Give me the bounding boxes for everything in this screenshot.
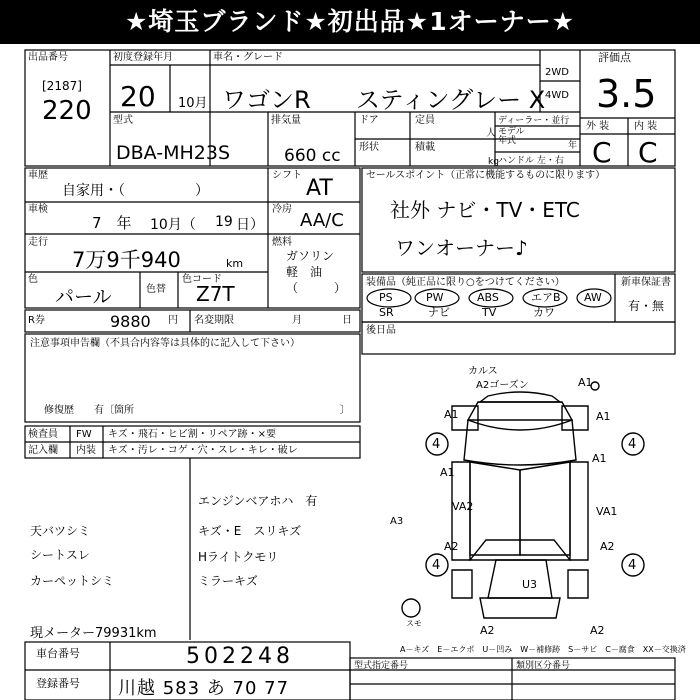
model-year-label: モデル 年式 [498,127,525,146]
diag-mark: カルス [468,366,498,377]
equip-tv: TV [482,306,497,319]
usage-label: 車歴 [28,170,48,181]
warranty-value: 有・無 [628,299,665,313]
note-2: 天バツシミ [30,524,91,538]
insp-day-close: 日） [236,217,264,233]
capacity-unit: 人 [486,128,496,139]
record-label: 記入欄 [28,445,58,456]
ac-value: AA/C [300,210,344,231]
lot-no-label: 出品番号 [28,52,68,63]
equip-airbag: エアB [531,291,561,304]
cc-value: 660 cc [284,146,341,166]
sales-line-1: 社外 ナビ・TV・ETC [390,198,580,222]
equipment-label: 装備品（純正品に限り○をつけてください） [366,277,565,288]
insp-day: 19 [215,214,233,230]
shift-value: AT [306,176,333,201]
warranty-label: 新車保証書 [621,277,671,288]
interior-label: 内 装 [634,121,658,132]
header-banner: ★埼玉ブランド★初出品★1オーナー★ [0,0,700,44]
equip-navi: ナビ [428,306,450,319]
int-value: C [638,136,658,169]
door-label: ドア [359,115,379,126]
score-value: 3.5 [596,72,657,116]
equip-leather: カワ [533,306,555,319]
dealer-label: ディーラー・並行 [498,116,570,126]
insp-month: 10月（ [150,217,196,233]
exterior-label: 外 装 [586,121,610,132]
equip-aw: AW [584,291,602,304]
repair-close: 〕 [340,405,350,416]
diag-mark: スモ [406,619,422,628]
reg-month: 10月 [178,96,208,111]
diag-mark: 4 [432,558,441,573]
diag-mark: A2 [444,540,459,553]
usage-value: 自家用・（ ） [62,183,209,199]
km-unit: km [226,257,244,270]
note-7: ミラーキズ [198,574,258,588]
handle-label: ハンドル 左・右 [498,156,564,166]
r-ticket-label: R券 [28,315,45,326]
equip-pw: PW [426,291,444,304]
score-label: 評価点 [598,51,631,64]
reg-no-value: 川越 583 あ 70 77 [118,678,290,699]
int-items: キズ・汚レ・コゲ・穴・スレ・キレ・破レ [108,445,298,456]
reg-year: 20 [120,80,156,113]
note-8: 現メーター79931km [30,626,157,641]
sales-line-2: ワンオーナー♪ [395,236,528,260]
first-reg-label: 初度登録年月 [113,52,173,63]
color-code-value: Z7T [196,282,235,306]
year-unit: 年 [568,141,578,151]
diag-mark: 4 [432,437,441,452]
capacity-label: 定員 [415,115,435,126]
name-change-label: 名変期限 [194,315,234,326]
shape-label: 形状 [359,142,379,153]
note-3: キズ・E スリキズ [198,524,302,538]
fuel-value: ガソリン 軽 油 （ ） [286,249,347,295]
fw-items: キズ・飛石・ヒビ割・リペア跡・×要 [108,429,276,440]
after-label: 後日品 [366,325,396,336]
reg-no-label: 登録番号 [36,677,80,690]
color-value: パール [55,286,112,308]
note-4: シートスレ [30,548,90,562]
note-6: カーペットシミ [30,574,115,588]
diag-mark: A1 [592,452,607,465]
diag-mark: A1 [440,466,455,479]
diag-mark: 4 [628,437,637,452]
mileage-value: 7万9千940 [72,248,181,272]
kg-unit: kg [488,157,499,167]
diag-mark: VA1 [596,505,618,518]
interior2-label: 内装 [76,445,96,456]
diag-mark: A3 [390,516,404,527]
displacement-label: 排気量 [271,115,301,126]
model-value: DBA-MH23S [116,142,231,164]
car-no-value: 502248 [186,644,294,669]
type-cert-label: 型式指定番号 [354,661,409,671]
damage-legend: A－キズ E－エクボ U－凹み W－補修跡 S－サビ C－腐食 XX－交換済 [400,645,686,654]
color-label: 色 [28,274,38,285]
inspector-label: 検査員 [28,429,58,440]
2wd-label: 2WD [545,67,569,78]
diag-mark: A1 [596,410,611,423]
day-unit: 日 [342,315,352,326]
inspection-label: 車検 [28,204,48,215]
diag-mark: VA2 [452,500,474,513]
diag-mark: A2 [600,540,615,553]
diag-mark: A2 [590,624,605,637]
lot-prefix: [2187] [42,79,82,93]
equip-abs: ABS [477,291,499,304]
diag-mark: U3 [522,578,538,591]
shift-label: シフト [272,170,302,181]
diag-mark: 4 [628,558,637,573]
equip-ps: PS [379,291,393,304]
diag-mark: A2ゴーズン [476,380,529,391]
car-name: ワゴンR [222,86,311,114]
sales-point-label: セールスポイント（正常に機能するものに限ります） [366,170,606,181]
class-no-label: 類別区分番号 [516,661,571,671]
diag-mark: A1 [578,376,593,389]
model-label: 型式 [113,115,133,126]
grade: スティングレー X [356,86,546,114]
month-unit: 月 [292,315,302,326]
yen-unit: 円 [168,315,178,326]
equip-sr: SR [379,306,394,319]
fuel-label: 燃料 [272,237,292,248]
diag-mark: A2 [480,624,495,637]
color-code-label: 色コード [182,274,222,285]
ext-value: C [592,136,612,169]
ac-label: 冷房 [272,204,292,215]
r-amount: 9880 [110,312,151,331]
loading-label: 積載 [415,142,435,153]
car-name-label: 車名・グレード [213,52,283,63]
color-kind-label: 色替 [146,284,166,295]
repair-label: 修復歴 有〔箇所 [44,405,134,416]
4wd-label: 4WD [545,90,569,101]
note-1: エンジンベアホハ 有 [198,494,318,508]
lot-number: 220 [42,96,92,126]
notes-label: 注意事項申告欄（不具合内容等は具体的に記入して下さい） [30,338,300,349]
fw-label: FW [76,429,92,440]
mileage-label: 走行 [28,237,48,248]
insp-year: 7 年 [92,214,132,232]
car-no-label: 車台番号 [36,647,80,660]
diag-mark: A1 [444,408,459,421]
note-5: Hライトクモリ [198,550,279,564]
